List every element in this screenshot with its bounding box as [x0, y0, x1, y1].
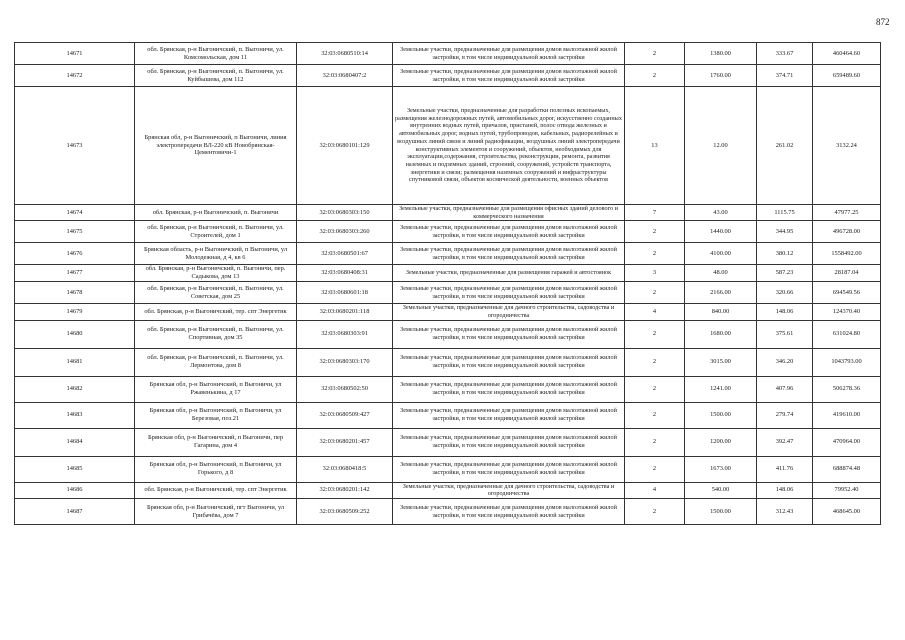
cadastral-number-cell: 32:03:0680201:142	[297, 482, 393, 498]
specific-value-cell: 411.76	[757, 456, 813, 482]
land-use-cell: Земельные участки, предназначенные для размещения домов малоэтажной жилой застройки, в том числе индивидуальной жилой застройки	[393, 320, 625, 348]
specific-value-cell: 261.02	[757, 87, 813, 205]
specific-value-cell: 320.66	[757, 282, 813, 304]
land-use-cell: Земельные участки, предназначенные для размещения офисных зданий делового и коммерческого назначения	[393, 205, 625, 221]
land-use-cell: Земельные участки, предназначенные для размещения домов малоэтажной жилой застройки, в том числе индивидуальной жилой застройки	[393, 243, 625, 265]
area-cell: 1760.00	[685, 65, 757, 87]
land-use-cell: Земельные участки, предназначенные для размещения домов малоэтажной жилой застройки, в том числе индивидуальной жилой застройки	[393, 428, 625, 456]
row-number-cell: 14671	[15, 43, 135, 65]
group-cell: 2	[625, 402, 685, 428]
area-cell: 2166.00	[685, 282, 757, 304]
area-cell: 48.00	[685, 265, 757, 282]
row-number-cell: 14686	[15, 482, 135, 498]
row-number-cell: 14679	[15, 304, 135, 320]
land-use-cell: Земельные участки, предназначенные для разработки полезных ископаемых, размещения железнодорожных путей, автомобильных дорог, искусственно созданных внутренних водных путей, причалов, пристаней, полос отвода железных и автомобильных дорог, водных путей, трубопроводов, кабельных, радиорелейных и воздушных линий связи и линий радиофикации, воздушных линий электропередачи конструктивных элементов и сооружений, объектов, необходимых для эксплуатации,содержания, строительства, реконструкции, ремонта, развития наземных и подземных зданий, строений, сооружений, устройств транспорта, энергетики и связи; размещения наземных сооружений и инфраструктуры спутниковой связи, объектов космической деятельности, военных объектов	[393, 87, 625, 205]
table-row	[15, 456, 881, 482]
cadastral-value-cell: 47977.25	[813, 205, 881, 221]
area-cell: 1500.00	[685, 402, 757, 428]
group-cell: 4	[625, 304, 685, 320]
group-cell: 2	[625, 499, 685, 525]
land-use-cell: Земельные участки, предназначенные для размещения домов малоэтажной жилой застройки, в том числе индивидуальной жилой застройки	[393, 402, 625, 428]
specific-value-cell: 312.43	[757, 499, 813, 525]
group-cell: 3	[625, 265, 685, 282]
table-row	[15, 65, 881, 87]
table-row	[15, 43, 881, 65]
row-number-cell: 14687	[15, 499, 135, 525]
group-cell: 2	[625, 43, 685, 65]
area-cell: 12.00	[685, 87, 757, 205]
specific-value-cell: 1115.75	[757, 205, 813, 221]
cadastral-number-cell: 32:03:0680418:5	[297, 456, 393, 482]
table-row	[15, 402, 881, 428]
group-cell: 2	[625, 282, 685, 304]
cadastral-value-cell: 470964.00	[813, 428, 881, 456]
land-use-cell: Земельные участки, предназначенные для размещения домов малоэтажной жилой застройки, в том числе индивидуальной жилой застройки	[393, 65, 625, 87]
specific-value-cell: 375.61	[757, 320, 813, 348]
row-number-cell: 14682	[15, 376, 135, 402]
cadastral-number-cell: 32:03:0680408:31	[297, 265, 393, 282]
cadastral-number-cell: 32:03:0680201:118	[297, 304, 393, 320]
table-row	[15, 265, 881, 282]
area-cell: 4100.00	[685, 243, 757, 265]
cadastral-value-cell: 460464.60	[813, 43, 881, 65]
land-use-cell: Земельные участки, предназначенные для размещения домов малоэтажной жилой застройки, в том числе индивидуальной жилой застройки	[393, 499, 625, 525]
group-cell: 2	[625, 348, 685, 376]
address-cell: обл. Брянская, р-н Выгоничский, п. Выгоничи, ул. Лермонтова, дом 8	[135, 348, 297, 376]
row-number-cell: 14672	[15, 65, 135, 87]
land-use-cell: Земельные участки, предназначенные для размещения домов малоэтажной жилой застройки, в том числе индивидуальной жилой застройки	[393, 376, 625, 402]
cadastral-value-cell: 3132.24	[813, 87, 881, 205]
specific-value-cell: 344.95	[757, 221, 813, 243]
address-cell: обл. Брянская, р-н Выгоничский, п. Выгоничи, ул. Строителей, дом 1	[135, 221, 297, 243]
cadastral-number-cell: 32:03:0680303:150	[297, 205, 393, 221]
land-use-cell: Земельные участки, предназначенные для размещения домов малоэтажной жилой застройки, в том числе индивидуальной жилой застройки	[393, 348, 625, 376]
specific-value-cell: 279.74	[757, 402, 813, 428]
row-number-cell: 14685	[15, 456, 135, 482]
land-use-cell: Земельные участки, предназначенные для размещения домов малоэтажной жилой застройки, в том числе индивидуальной жилой застройки	[393, 456, 625, 482]
group-cell: 2	[625, 320, 685, 348]
cadastral-value-cell: 1043793.00	[813, 348, 881, 376]
cadastral-value-cell: 694549.56	[813, 282, 881, 304]
cadastral-number-cell: 32:03:0680601:18	[297, 282, 393, 304]
row-number-cell: 14683	[15, 402, 135, 428]
address-cell: обл. Брянская, р-н Выгоничский, п. Выгоничи, пер. Садыкова, дом 13	[135, 265, 297, 282]
specific-value-cell: 333.67	[757, 43, 813, 65]
cadastral-number-cell: 32:03:0680201:457	[297, 428, 393, 456]
specific-value-cell: 380.12	[757, 243, 813, 265]
cadastral-value-cell: 124370.40	[813, 304, 881, 320]
group-cell: 2	[625, 221, 685, 243]
area-cell: 43.00	[685, 205, 757, 221]
cadastral-number-cell: 32:03:0680509:252	[297, 499, 393, 525]
cadastral-value-cell: 1558492.00	[813, 243, 881, 265]
land-use-cell: Земельные участки, предназначенные для размещения домов малоэтажной жилой застройки, в том числе индивидуальной жилой застройки	[393, 282, 625, 304]
area-cell: 3015.00	[685, 348, 757, 376]
cadastral-number-cell: 32:03:0680303:260	[297, 221, 393, 243]
area-cell: 840.00	[685, 304, 757, 320]
table-row	[15, 304, 881, 320]
address-cell: Брянская обл, р-н Выгоничский, п Выгоничи, линия электропередачи ВЛ-220 кВ Новобрянская-Цементовичи-1	[135, 87, 297, 205]
specific-value-cell: 148.06	[757, 482, 813, 498]
row-number-cell: 14684	[15, 428, 135, 456]
address-cell: обл. Брянская, р-н Выгоничский, тер. спт Энергетик	[135, 482, 297, 498]
cadastral-number-cell: 32:03:0680502:50	[297, 376, 393, 402]
cadastral-number-cell: 32:03:0680303:91	[297, 320, 393, 348]
cadastral-value-cell: 688874.48	[813, 456, 881, 482]
group-cell: 2	[625, 456, 685, 482]
group-cell: 2	[625, 243, 685, 265]
address-cell: Брянская обл, р-н Выгоничский, пгт Выгоничи, ул Грибачёва, дом 7	[135, 499, 297, 525]
table-row	[15, 205, 881, 221]
group-cell: 7	[625, 205, 685, 221]
group-cell: 13	[625, 87, 685, 205]
cadastral-value-cell: 506278.36	[813, 376, 881, 402]
cadastral-value-cell: 659489.60	[813, 65, 881, 87]
cadastral-number-cell: 32:03:0680407:2	[297, 65, 393, 87]
area-cell: 1440.00	[685, 221, 757, 243]
cadastral-number-cell: 32:03:0680303:170	[297, 348, 393, 376]
address-cell: Брянская область, р-н Выгоничский, п Выгоничи, ул Молодежная, д 4, кв 6	[135, 243, 297, 265]
cadastral-number-cell: 32:03:0680101:129	[297, 87, 393, 205]
table-row	[15, 320, 881, 348]
address-cell: Брянская обл, р-н Выгоничский, п Выгоничи, ул Березовая, поз.21	[135, 402, 297, 428]
area-cell: 1241.00	[685, 376, 757, 402]
specific-value-cell: 346.20	[757, 348, 813, 376]
area-cell: 1680.00	[685, 320, 757, 348]
table-row	[15, 282, 881, 304]
land-use-cell: Земельные участки, предназначенные для дачного строительства, садоводства и огородничества	[393, 482, 625, 498]
address-cell: Брянская обл, р-н Выгоничский, п Выгоничи, ул Ржавенькина, д 17	[135, 376, 297, 402]
cadastral-value-cell: 79952.40	[813, 482, 881, 498]
row-number-cell: 14676	[15, 243, 135, 265]
cadastral-value-cell: 468645.00	[813, 499, 881, 525]
area-cell: 1673.00	[685, 456, 757, 482]
address-cell: Брянская обл, р-н Выгоничский, п Выгоничи, ул Горького, д 8	[135, 456, 297, 482]
table-row	[15, 87, 881, 205]
address-cell: Брянская обл, р-н Выгоничский, п Выгоничи, пер Гагарина, дом 4	[135, 428, 297, 456]
address-cell: обл. Брянская, р-н Выгоничский, п. Выгоничи, ул. Куйбышева, дом 112	[135, 65, 297, 87]
land-plots-table	[14, 42, 881, 525]
land-use-cell: Земельные участки, предназначенные для размещения гаражей и автостоянок	[393, 265, 625, 282]
cadastral-number-cell: 32:03:0680510:14	[297, 43, 393, 65]
group-cell: 2	[625, 65, 685, 87]
address-cell: обл. Брянская, р-н Выгоничский, п. Выгоничи, ул. Советская, дом 25	[135, 282, 297, 304]
land-use-cell: Земельные участки, предназначенные для дачного строительства, садоводства и огородничества	[393, 304, 625, 320]
address-cell: обл. Брянская, р-н Выгоничский, п. Выгоничи	[135, 205, 297, 221]
land-use-cell: Земельные участки, предназначенные для размещения домов малоэтажной жилой застройки, в том числе индивидуальной жилой застройки	[393, 43, 625, 65]
area-cell: 1380.00	[685, 43, 757, 65]
area-cell: 1200.00	[685, 428, 757, 456]
area-cell: 540.00	[685, 482, 757, 498]
cadastral-value-cell: 631024.80	[813, 320, 881, 348]
address-cell: обл. Брянская, р-н Выгоничский, п. Выгоничи, ул. Комсомольская, дом 11	[135, 43, 297, 65]
cadastral-value-cell: 419610.00	[813, 402, 881, 428]
cadastral-number-cell: 32:03:0680501:67	[297, 243, 393, 265]
specific-value-cell: 392.47	[757, 428, 813, 456]
cadastral-value-cell: 496728.00	[813, 221, 881, 243]
group-cell: 4	[625, 482, 685, 498]
table-row	[15, 499, 881, 525]
specific-value-cell: 587.23	[757, 265, 813, 282]
group-cell: 2	[625, 376, 685, 402]
address-cell: обл. Брянская, р-н Выгоничский, тер. спт Энергетик	[135, 304, 297, 320]
row-number-cell: 14673	[15, 87, 135, 205]
row-number-cell: 14678	[15, 282, 135, 304]
cadastral-number-cell: 32:03:0680509:427	[297, 402, 393, 428]
table-row	[15, 221, 881, 243]
table-row	[15, 376, 881, 402]
group-cell: 2	[625, 428, 685, 456]
address-cell: обл. Брянская, р-н Выгоничский, п. Выгоничи, ул. Спортивная, дом 35	[135, 320, 297, 348]
land-use-cell: Земельные участки, предназначенные для размещения домов малоэтажной жилой застройки, в том числе индивидуальной жилой застройки	[393, 221, 625, 243]
page-number: 872	[876, 17, 890, 27]
row-number-cell: 14680	[15, 320, 135, 348]
table-row	[15, 482, 881, 498]
row-number-cell: 14675	[15, 221, 135, 243]
area-cell: 1500.00	[685, 499, 757, 525]
specific-value-cell: 407.96	[757, 376, 813, 402]
row-number-cell: 14677	[15, 265, 135, 282]
row-number-cell: 14681	[15, 348, 135, 376]
table-row	[15, 428, 881, 456]
specific-value-cell: 148.06	[757, 304, 813, 320]
table-row	[15, 348, 881, 376]
row-number-cell: 14674	[15, 205, 135, 221]
cadastral-value-cell: 28187.04	[813, 265, 881, 282]
specific-value-cell: 374.71	[757, 65, 813, 87]
table-row	[15, 243, 881, 265]
table-body	[15, 43, 881, 525]
